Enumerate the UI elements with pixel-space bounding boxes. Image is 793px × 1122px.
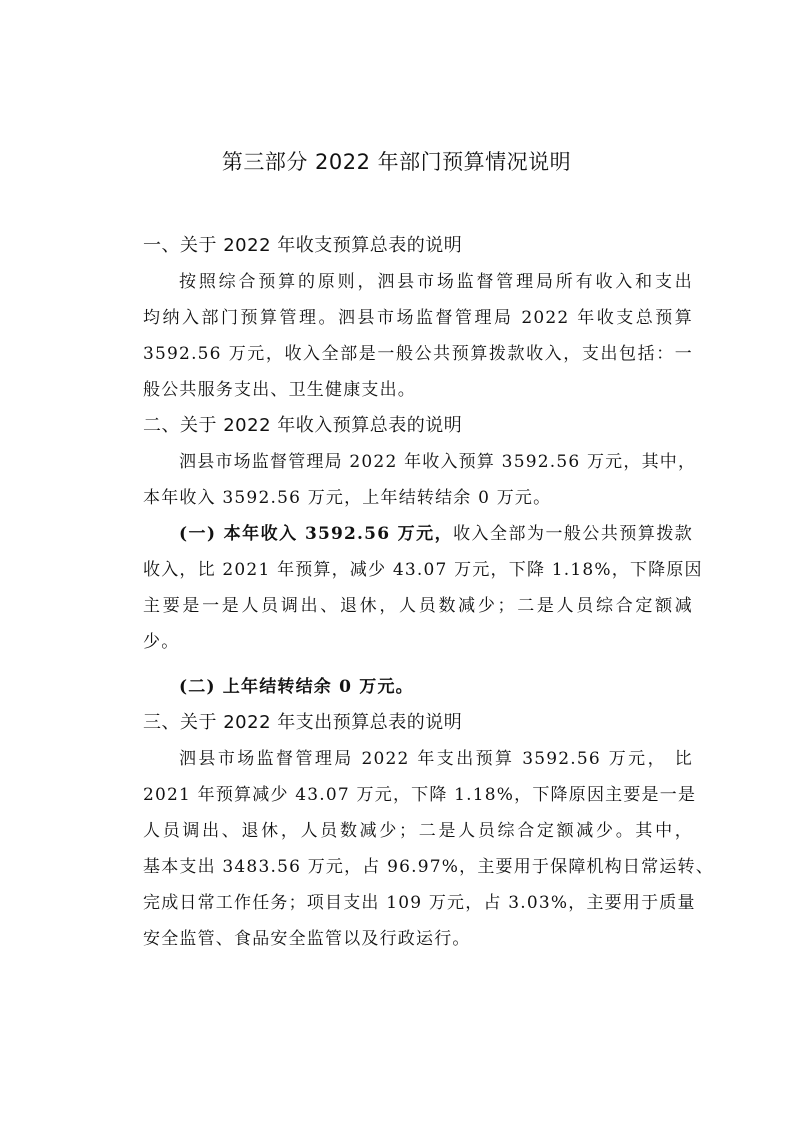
section-3-line: 完成日常工作任务；项目支出 109 万元，占 3.03%，主要用于质量 bbox=[143, 893, 696, 913]
section-1-line: 按照综合预算的原则，泗县市场监督管理局所有收入和支出 bbox=[179, 272, 693, 292]
section-1-line: 3592.56 万元，收入全部是一般公共预算拨款收入，支出包括：一 bbox=[143, 344, 693, 364]
section-1-line: 均纳入部门预算管理。泗县市场监督管理局 2022 年收支总预算 bbox=[143, 308, 693, 328]
document-body bbox=[107, 228, 714, 957]
subsection-1-line: 收入，比 2021 年预算，减少 43.07 万元，下降 1.18%，下降原因 bbox=[143, 560, 703, 580]
section-3-heading: 三、关于 2022 年支出预算总表的说明 bbox=[143, 712, 463, 733]
section-1-line: 般公共服务支出、卫生健康支出。 bbox=[143, 380, 416, 400]
subsection-1-line: 少。 bbox=[143, 632, 180, 652]
section-3-line: 人员调出、退休，人员数减少；二是人员综合定额减少。其中， bbox=[143, 821, 693, 841]
section-1-paragraph bbox=[107, 264, 693, 408]
subsection-1-paragraph bbox=[107, 516, 703, 660]
section-2-paragraph bbox=[107, 444, 697, 516]
subsection-1-line-text: 收入全部为一般公共预算拨款 bbox=[453, 524, 693, 544]
spacer bbox=[107, 660, 693, 669]
section-3-line: 基本支出 3483.56 万元，占 96.97%，主要用于保障机构日常运转、 bbox=[143, 857, 714, 877]
section-1-heading: 一、关于 2022 年收支预算总表的说明 bbox=[143, 235, 463, 256]
subsection-1-first-line bbox=[107, 516, 693, 552]
subsection-2-bold-line: (二) 上年结转结余 0 万元。 bbox=[179, 677, 414, 697]
section-2-line: 本年收入 3592.56 万元，上年结转结余 0 万元。 bbox=[143, 488, 552, 508]
section-3-line: 泗县市场监督管理局 2022 年支出预算 3592.56 万元， 比 bbox=[179, 749, 693, 769]
subsection-1-line: 主要是一是人员调出、退休，人员数减少；二是人员综合定额减 bbox=[143, 596, 693, 616]
section-3-line: 安全监管、食品安全监管以及行政运行。 bbox=[143, 929, 471, 949]
document-title: 第三部分 2022 年部门预算情况说明 bbox=[221, 150, 572, 174]
subsection-2-paragraph bbox=[107, 669, 693, 705]
section-3-paragraph bbox=[107, 741, 714, 957]
section-2-line: 泗县市场监督管理局 2022 年收入预算 3592.56 万元，其中， bbox=[179, 452, 697, 472]
subsection-1-bold-lead: (一) 本年收入 3592.56 万元， bbox=[179, 524, 454, 544]
section-2-heading: 二、关于 2022 年收入预算总表的说明 bbox=[143, 415, 463, 436]
section-3-line: 2021 年预算减少 43.07 万元，下降 1.18%，下降原因主要是一是 bbox=[143, 785, 697, 805]
